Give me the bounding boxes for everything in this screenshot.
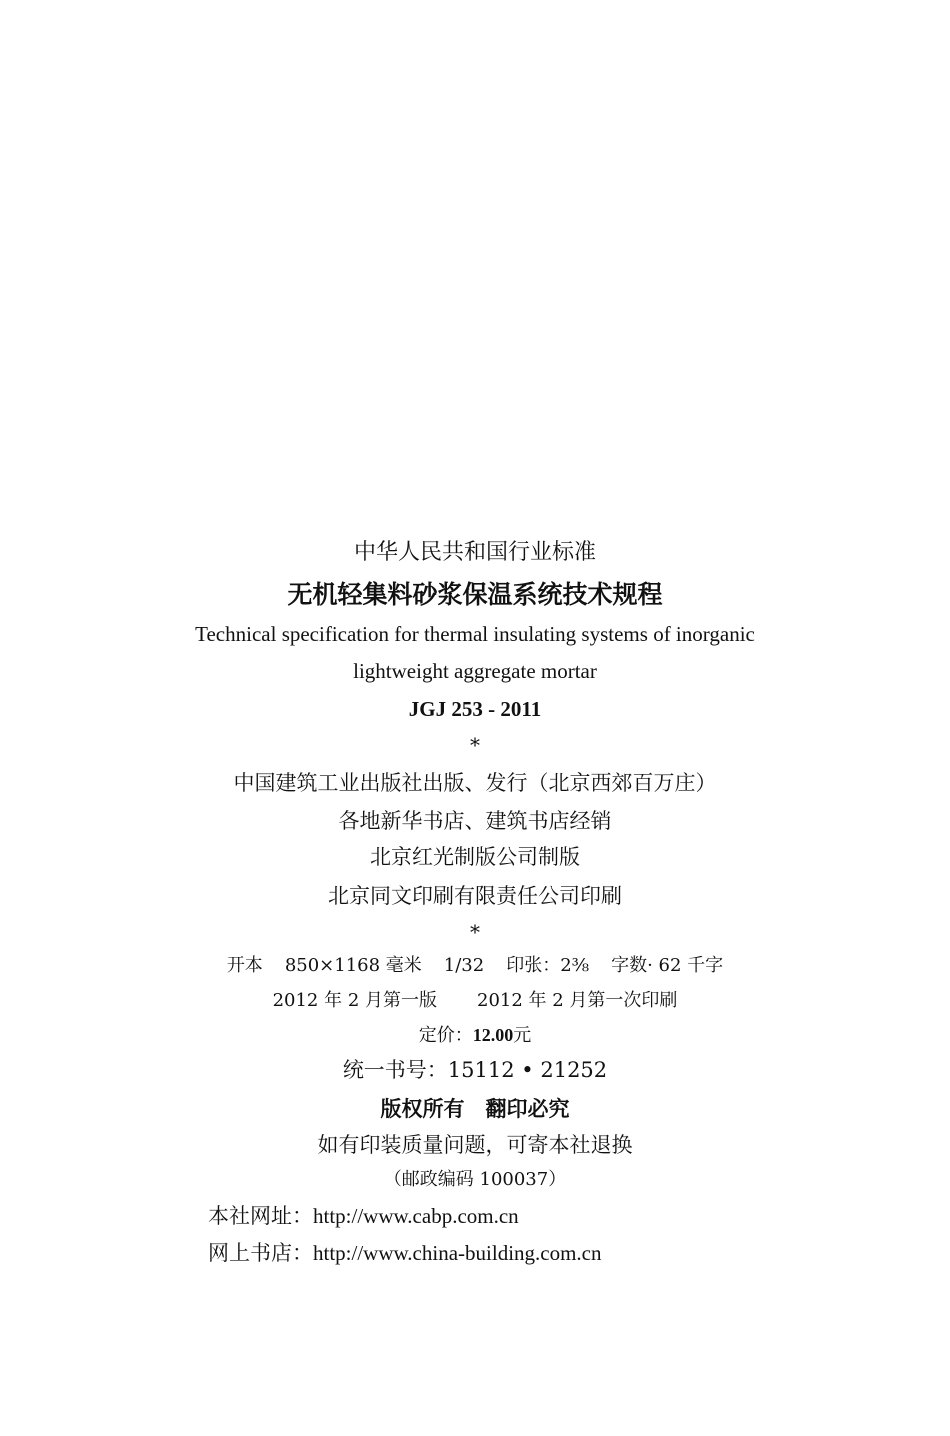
edition: 2012 年 2 月第一版	[272, 990, 437, 1011]
website	[208, 1206, 519, 1227]
printing: 2012 年 2 月第一次印刷	[477, 990, 678, 1011]
publisher: 中国建筑工业出版社出版、发行（北京西郊百万庄）	[233, 771, 717, 795]
format-fold: 1/32	[443, 955, 485, 976]
postal-code: （邮政编码 100037）	[383, 1169, 567, 1190]
price-value: 12.00	[472, 1025, 514, 1045]
title-en-line1: Technical specification for thermal insulating systems of inorganic	[195, 622, 755, 646]
book-number: 统一书号：15112 • 21252	[342, 1058, 608, 1082]
website-url: http://www.cabp.com.cn	[313, 1204, 519, 1228]
distributor: 各地新华书店、建筑书店经销	[338, 809, 612, 833]
format-info	[0, 957, 950, 975]
plate-maker: 北京红光制版公司制版	[370, 845, 580, 869]
return-note: 如有印装质量问题，可寄本社退换	[317, 1133, 633, 1157]
store-url: http://www.china-building.com.cn	[313, 1241, 602, 1265]
standard-series: 中华人民共和国行业标准	[353, 540, 596, 565]
title-cn: 无机轻集料砂浆保温系统技术规程	[287, 580, 663, 609]
website-label: 本社网址：	[208, 1204, 313, 1228]
title-en-line2: lightweight aggregate mortar	[353, 659, 597, 683]
printer: 北京同文印刷有限责任公司印刷	[328, 884, 622, 908]
online-store	[208, 1243, 602, 1264]
standard-code: JGJ 253 - 2011	[408, 697, 542, 721]
separator-star-2: *	[470, 920, 480, 944]
format-label: 开本	[226, 955, 263, 976]
format-words: 字数· 62 千字	[611, 955, 724, 976]
separator-star: *	[470, 733, 480, 757]
price-unit: 元	[513, 1025, 532, 1046]
store-label: 网上书店：	[208, 1241, 313, 1265]
edition-info	[0, 992, 950, 1010]
copyright-notice: 版权所有 翻印必究	[380, 1096, 570, 1121]
price	[0, 1026, 950, 1045]
format-size: 850×1168 毫米	[284, 955, 422, 976]
format-sheets: 印张：2⅜	[506, 955, 590, 976]
price-label: 定价：	[418, 1025, 473, 1046]
